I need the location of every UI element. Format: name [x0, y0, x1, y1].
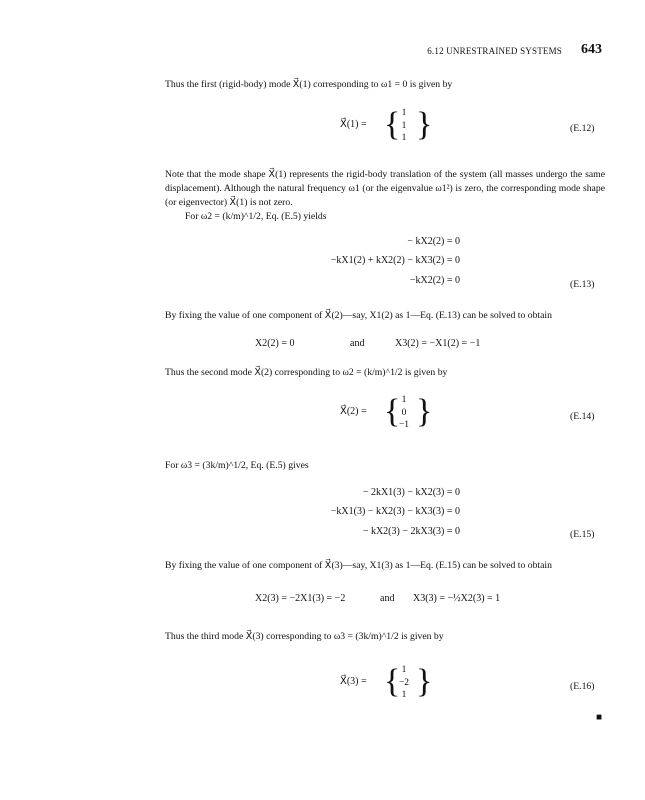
- eq16-vector: 1 −2 1: [398, 665, 410, 700]
- para2-text: Note that the mode shape X⃗(1) represents the rigid-body translation of the system (all masses undergo the same displacement). Although the natural frequency ω1 (or the eigenvalue ω1²) is zero, the corresponding mode shape (or eigenvector) X⃗(1) is not zero.: [165, 169, 605, 208]
- para7-text: Thus the third mode X⃗(3) corresponding to ω3 = (3k/m)^1/2 is given by: [165, 631, 444, 642]
- eq12-label: (E.12): [570, 123, 595, 134]
- mode3-right: X3(3) = −½X2(3) = 1: [413, 593, 501, 604]
- section-title: 6.12 UNRESTRAINED SYSTEMS: [427, 46, 562, 56]
- eq14-vector: 1 0 −1: [398, 395, 410, 430]
- mode3-left: X2(3) = −2X1(3) = −2: [255, 593, 346, 604]
- paragraph-first-mode: [165, 78, 605, 92]
- eq13-line-1: − kX2(2) = 0: [407, 236, 460, 247]
- paragraph-second-mode: [165, 366, 605, 380]
- equation-e13: [300, 236, 470, 292]
- para1-text: Thus the first (rigid-body) mode X⃗(1) corresponding to ω1 = 0 is given by: [165, 79, 453, 90]
- equation-e12: X⃗(1) = { 1 1 1 }: [340, 106, 433, 143]
- eq13-label: (E.13): [570, 279, 595, 290]
- eq13-line-2: −kX1(2) + kX2(2) − kX3(2) = 0: [330, 255, 460, 266]
- paragraph-solve-mode2: [165, 309, 605, 323]
- eq16-lhs: X⃗(3) =: [340, 676, 367, 687]
- para6-text: By fixing the value of one component of X⃗(3)—say, X1(3) as 1—Eq. (E.15) can be solved to obtain: [165, 560, 552, 571]
- para5-text: For ω3 = (3k/m)^1/2, Eq. (E.5) gives: [165, 460, 309, 471]
- paragraph-third-mode: [165, 630, 605, 644]
- para4-text: Thus the second mode X⃗(2) corresponding to ω2 = (k/m)^1/2 is given by: [165, 367, 448, 378]
- end-of-example-mark: ■: [596, 712, 603, 723]
- equation-e14: X⃗(2) = { 1 0 −1 }: [340, 393, 433, 430]
- paragraph-solve-mode3: [165, 559, 605, 573]
- eq12-lhs: X⃗(1) =: [340, 119, 367, 130]
- mode2-and: and: [350, 338, 365, 349]
- eq14-lhs: X⃗(2) =: [340, 406, 367, 417]
- eq14-label: (E.14): [570, 411, 595, 422]
- mode2-left: X2(2) = 0: [255, 338, 295, 349]
- eq15-line-2: −kX1(3) − kX2(3) − kX3(3) = 0: [330, 506, 460, 517]
- equation-e15: [300, 487, 470, 543]
- equation-e16: X⃗(3) = { 1 −2 1 }: [340, 663, 433, 700]
- para2-line2: For ω2 = (k/m)^1/2, Eq. (E.5) yields: [185, 211, 327, 222]
- running-header: [165, 44, 602, 60]
- paragraph-omega3: [165, 459, 605, 473]
- equation-mode2-components: [255, 338, 485, 352]
- paragraph-rigid-body-note: [165, 168, 605, 224]
- eq15-line-3: − kX2(3) − 2kX3(3) = 0: [362, 526, 460, 537]
- eq12-vector: 1 1 1: [401, 108, 407, 143]
- para3-text: By fixing the value of one component of X⃗(2)—say, X1(2) as 1—Eq. (E.13) can be solved to obtain: [165, 310, 552, 321]
- eq16-label: (E.16): [570, 681, 595, 692]
- eq13-line-3: −kX2(2) = 0: [409, 275, 460, 286]
- mode2-right: X3(2) = −X1(2) = −1: [395, 338, 481, 349]
- eq15-line-1: − 2kX1(3) − kX2(3) = 0: [362, 487, 460, 498]
- eq15-label: (E.15): [570, 529, 595, 540]
- equation-mode3-components: [255, 593, 515, 609]
- page-number: 643: [581, 42, 602, 57]
- mode3-and: and: [380, 593, 395, 604]
